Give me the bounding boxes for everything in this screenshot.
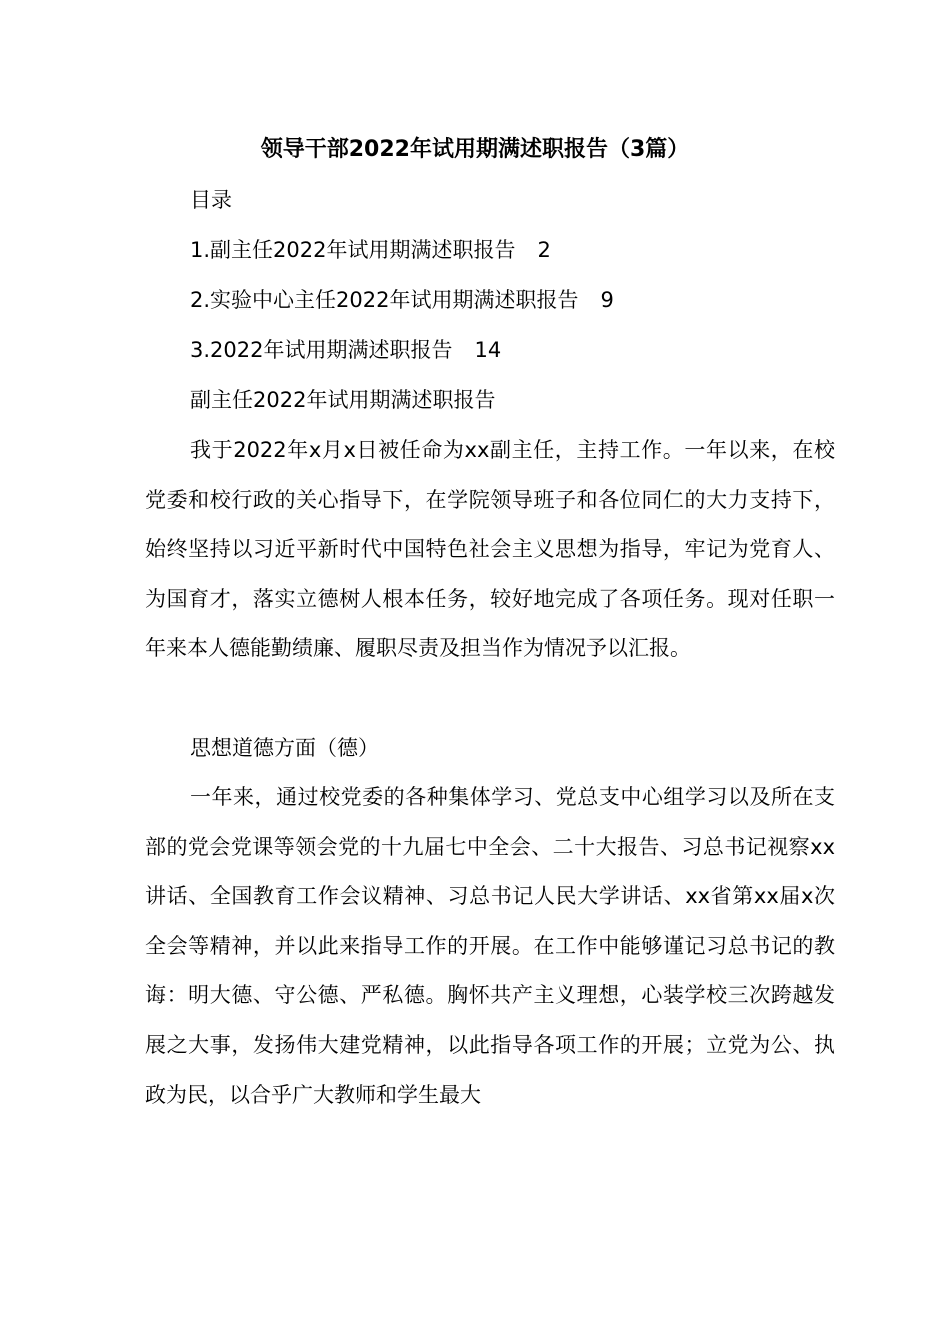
body-paragraph: 我于2022年x月x日被任命为xx副主任，主持工作。一年以来，在校党委和校行政的关心指导下，在学院领导班子和各位同仁的大力支持下，始终坚持以习近平新时代中国特色社会主义思想为指导，牢记为党育人、为国育才，落实立德树人根本任务，较好地完成了各项任务。现对任职一年来本人德能勤绩廉、履职尽责及担当作为情况予以汇报。 — [145, 438, 835, 661]
toc-heading: 目录 — [190, 188, 232, 212]
toc-item — [190, 235, 551, 265]
subheading: 思想道德方面（德） — [190, 736, 379, 760]
toc-item-label: 1.副主任2022年试用期满述职报告 — [190, 238, 516, 262]
toc-item — [190, 285, 614, 315]
toc-item-page: 9 — [600, 288, 614, 312]
body-paragraph: 一年来，通过校党委的各种集体学习、党总支中心组学习以及所在支部的党会党课等领会党的十九届七中全会、二十大报告、习总书记视察xx讲话、全国教育工作会议精神、习总书记人民大学讲话、xx省第xx届x次全会等精神，并以此来指导工作的开展。在工作中能够谨记习总书记的教诲：明大德、守公德、严私德。胸怀共产主义理想，心装学校三次跨越发展之大事，发扬伟大建党精神，以此指导各项工作的开展；立党为公、执政为民，以合乎广大教师和学生最大 — [145, 785, 835, 1107]
document-title: 领导干部2022年试用期满述职报告（3篇） — [260, 137, 690, 162]
section-title: 副主任2022年试用期满述职报告 — [190, 388, 496, 412]
toc-item-page: 2 — [537, 238, 551, 262]
toc-item-label: 3.2022年试用期满述职报告 — [190, 338, 453, 362]
toc-item — [190, 335, 501, 365]
toc-item-page: 14 — [474, 338, 502, 362]
toc-item-label: 2.实验中心主任2022年试用期满述职报告 — [190, 288, 579, 312]
